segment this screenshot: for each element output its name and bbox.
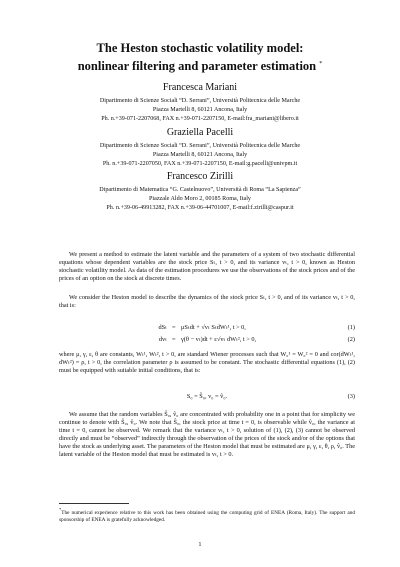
equation-2-lhs: dvₜ [158,336,167,343]
author-block-1 [20,82,380,124]
title-line-2: nonlinear filtering and parameter estimation [77,59,317,74]
equation-1 [59,323,355,332]
author-department: Dipartimento di Matematica “G. Castelnuovo”, Università di Roma “La Sapienza” [99,187,301,193]
footnote [59,506,355,524]
paragraph-2: We consider the Heston model to describe the dynamics of the stock price Sₜ, t > 0, and of its variance vₜ, t > 0, that is: [59,294,355,310]
equation-1-equals: = [172,324,176,331]
paragraph-3: where μ, γ, ε, θ are constants, Wₜ¹, Wₜ², t > 0, are standard Wiener processes such that W₀¹ = W₀² = 0 and cor(dWₜ¹, dWₜ²) = ρ, t > 0, the correlation parameter ρ is assumed to be constant. The stochastic differential equations (1), (2) must be equipped with suitable initial conditions, that is: [59,351,355,375]
footnote-text: The numerical experience relative to this work has been obtained using the computing grid of ENEA (Roma, Italy). The support and sponsorship of ENEA is gratefully acknowledged. [59,509,355,523]
author-block-3 [20,171,380,213]
author-department: Dipartimento di Scienze Sociali “D. Serrani”, Università Politecnica delle Marche [99,143,301,149]
equation-2-rhs: γ(θ − vₜ)dt + ε√vₜ dWₜ², t > 0, [181,336,257,343]
equation-1-number: (1) [347,324,355,331]
equation-3-number: (3) [347,393,355,400]
author-contact: Ph. n.+39-071-2207050, FAX n.+39-071-2207150, E-mail:g.pacelli@univpm.it [102,161,298,167]
author-address: Piazza Martelli 8, 60121 Ancona, Italy [152,152,248,158]
author-address: Piazza Martelli 8, 60121 Ancona, Italy [152,107,248,113]
author-block-2 [20,127,380,169]
author-name: Francesco Zirilli [166,171,234,182]
equation-2-number: (2) [347,336,355,343]
paper-title [40,40,360,74]
paragraph-1: We present a method to estimate the latent variable and the parameters of a system of two stochastic differential equations whose dependent variables are the stock price Sₜ, t > 0, and its variance vₜ, t > 0, known as Heston stochastic volatility model. As data of the estimation procedures we use the observations of the stock prices and of the prices of an option on the stock at discrete times. [59,251,355,283]
equation-3 [59,392,355,401]
equation-2-equals: = [172,336,176,343]
equation-1-lhs: dSₜ [158,324,167,331]
author-contact: Ph. n.+39-071-2207068, FAX n.+39-071-2207150, E-mail:fra_mariani@libero.it [101,116,299,122]
paragraph-4: We assume that the random variables Ŝ₀, v̂₀ are concentrated with probability one in a point that for simplicity we continue to denote with Ŝ₀, v̂₀. We note that Ŝ₀, the stock price at time t = 0, is observable while v̂₀, the variance at time t = 0, cannot be observed. We remark that the variance vₜ, t > 0, solution of (1), (2), (3) cannot be observed directly and must be “observed” indirectly through the observation of the prices of the stock and/or of the options that have the stock as underlying asset. The parameters of the Heston model that must be estimated are μ, γ, ε, θ, ρ, v̂₀. The latent variable of the Heston model that must be estimated is vₜ, t > 0. [59,411,355,459]
title-footnote-marker: * [319,61,323,67]
equation-3-expression: S₀ = Ŝ₀, v₀ = v̂₀. [186,393,228,400]
author-name: Francesca Mariani [162,82,238,93]
author-contact: Ph. n.+39-06-49913282, FAX n.+39-06-44701007, E-mail:f.zirilli@caspur.it [106,205,294,211]
footnote-marker: * [59,507,62,512]
footnote-rule [59,503,129,504]
equation-1-rhs: μSₜdt + √vₜ SₜdWₜ¹, t > 0, [181,324,246,331]
author-address: Piazzale Aldo Moro 2, 00185 Roma, Italy [149,196,251,202]
equation-2 [59,335,355,344]
title-line-1: The Heston stochastic volatility model: [96,41,304,55]
author-department: Dipartimento di Scienze Sociali “D. Serrani”, Università Politecnica delle Marche [99,98,301,104]
page-number: 1 [198,541,202,548]
author-name: Graziella Pacelli [166,127,234,138]
